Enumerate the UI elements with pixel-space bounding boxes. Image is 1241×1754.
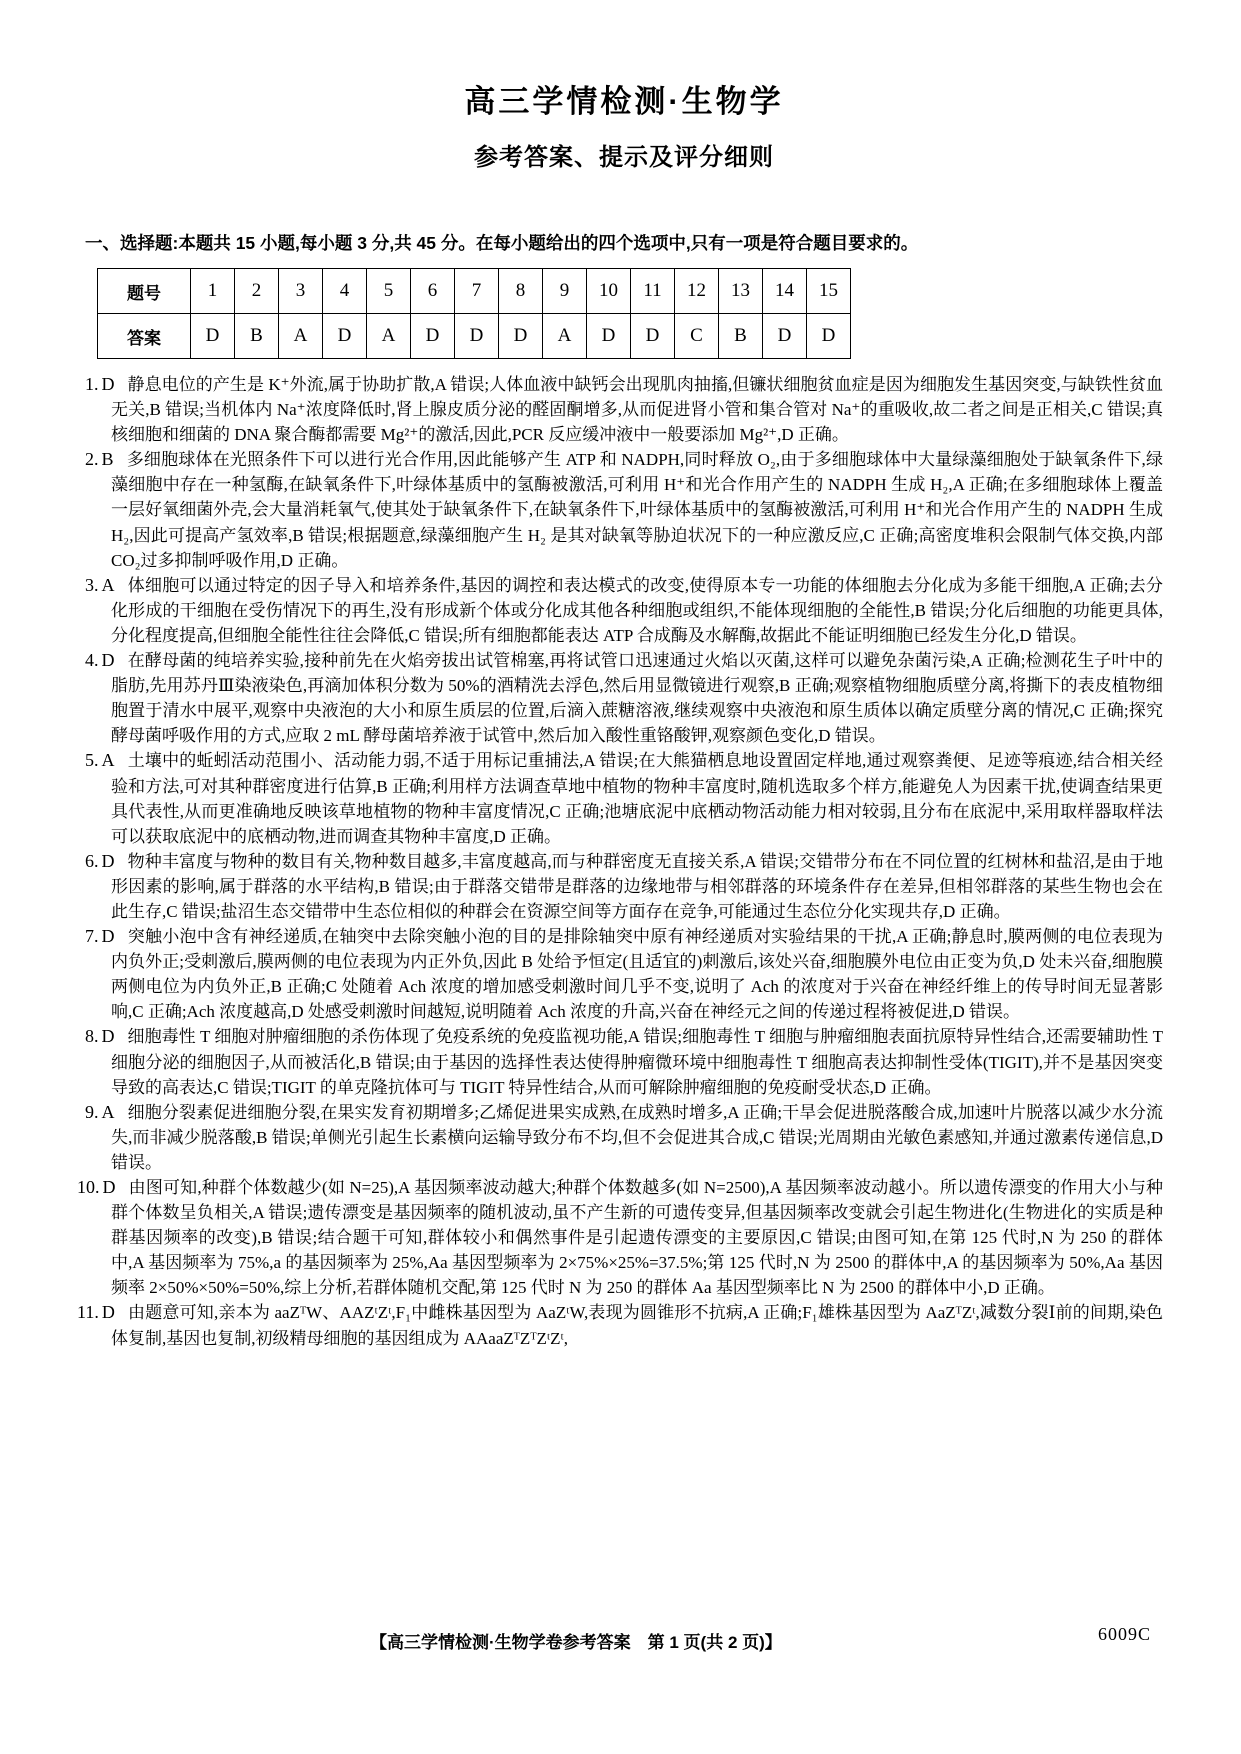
item-text: 由题意可知,亲本为 aaZᵀW、AAZᵗZᵗ,F₁中雌株基因型为 AaZᵗW,表现为圆锥形不抗病,A 正确;F₁雄株基因型为 AaZᵀZᵗ,减数分裂Ⅰ前的间期,染色体复制,基因也复制,初级精母细胞的基因组成为 AAaaZᵀZᵀZᵗZᵗ, xyxy=(111,1303,1163,1348)
item-answer: B xyxy=(101,449,114,470)
item-number: 2. xyxy=(85,449,99,470)
answer-cell: D xyxy=(323,314,367,359)
explanation-item xyxy=(85,648,1163,748)
answer-cell: D xyxy=(499,314,543,359)
explanation-item xyxy=(85,1024,1163,1099)
item-text: 多细胞球体在光照条件下可以进行光合作用,因此能够产生 ATP 和 NADPH,同时释放 O₂,由于多细胞球体中大量绿藻细胞处于缺氧条件下,绿藻细胞中存在一种氢酶,在缺氧条件下,叶绿体基质中的氢酶被激活,可利用 H⁺和光合作用产生的 NADPH 生成 H₂,A 正确;在多细胞球体上覆盖一层好氧细菌外壳,会大量消耗氧气,使其处于缺氧条件下,在缺氧条件下,叶绿体基质中的氢酶被激活,可利用 H⁺和光合作用产生的 NADPH 生成 H₂,因此可提高产氢效率,B 错误;根据题意,绿藻细胞产生 H₂ 是其对缺氧等胁迫状况下的一种应激反应,C 正确;高密度堆积会限制气体交换,内部 CO₂过多抑制呼吸作用,D 正确。 xyxy=(111,450,1163,570)
answer-table-number-row xyxy=(98,269,851,314)
item-answer: D xyxy=(101,850,115,871)
item-answer: D xyxy=(101,1302,115,1323)
question-number-cell: 13 xyxy=(719,269,763,314)
question-number-cell: 11 xyxy=(631,269,675,314)
question-number-cell: 14 xyxy=(763,269,807,314)
item-number: 4. xyxy=(85,650,99,671)
question-number-cell: 15 xyxy=(807,269,851,314)
item-number: 1. xyxy=(85,374,99,394)
answer-cell: B xyxy=(719,314,763,359)
item-answer: D xyxy=(101,1026,115,1047)
question-number-cell: 6 xyxy=(411,269,455,314)
answer-cell: D xyxy=(191,314,235,359)
question-number-cell: 3 xyxy=(279,269,323,314)
item-answer: D xyxy=(102,1177,116,1197)
explanation-item xyxy=(77,1300,1163,1350)
answer-cell: D xyxy=(455,314,499,359)
answer-cell: A xyxy=(367,314,411,359)
explanation-item xyxy=(85,372,1163,447)
question-number-cell: 4 xyxy=(323,269,367,314)
item-number: 8. xyxy=(85,1026,99,1047)
question-number-cell: 12 xyxy=(675,269,719,314)
question-number-cell: 8 xyxy=(499,269,543,314)
question-number-cell: 9 xyxy=(543,269,587,314)
item-number: 10. xyxy=(77,1177,100,1197)
question-number-cell: 2 xyxy=(235,269,279,314)
answer-cell: C xyxy=(675,314,719,359)
answer-cell: D xyxy=(763,314,807,359)
item-number: 6. xyxy=(85,850,99,871)
item-number: 3. xyxy=(85,574,99,595)
item-number: 9. xyxy=(85,1101,99,1122)
item-text: 在酵母菌的纯培养实验,接种前先在火焰旁拔出试管棉塞,再将试管口迅速通过火焰以灭菌,这样可以避免杂菌污染,A 正确;检测花生子叶中的脂肪,先用苏丹Ⅲ染液染色,再滴加体积分数为 50%的酒精洗去浮色,然后用显微镜进行观察,B 正确;观察植物细胞质壁分离,将撕下的表皮植物细胞置于清水中展平,观察中央液泡的大小和原生质层的位置,后滴入蔗糖溶液,继续观察中央液泡和原生质体以确定质壁分离的情况,C 正确;探究酵母菌呼吸作用的方式,应取 2 mL 酵母菌培养液于试管中,然后加入酸性重铬酸钾,观察颜色变化,D 错误。 xyxy=(111,651,1163,746)
item-answer: D xyxy=(101,926,115,947)
answer-cell: A xyxy=(543,314,587,359)
answer-cell: D xyxy=(587,314,631,359)
item-text: 物种丰富度与物种的数目有关,物种数目越多,丰富度越高,而与种群密度无直接关系,A 错误;交错带分布在不同位置的红树林和盐沼,是由于地形因素的影响,属于群落的水平结构,B 错误;由于群落交错带是群落的边缘地带与相邻群落的环境条件存在差异,但相邻群落的某些生物也会在此生存,C 错误;盐沼生态交错带中生态位相似的种群会在资源空间等方面存在竞争,可能通过生态位分化实现共存,D 正确。 xyxy=(111,851,1163,921)
question-number-cell: 7 xyxy=(455,269,499,314)
explanation-list xyxy=(77,372,1163,1351)
explanation-item xyxy=(85,573,1163,648)
item-text: 体细胞可以通过特定的因子导入和培养条件,基因的调控和表达模式的改变,使得原本专一功能的体细胞去分化成为多能干细胞,A 正确;去分化形成的干细胞在受伤情况下的再生,没有形成新个体或分化成其他各种细胞或组织,不能体现细胞的全能性,B 错误;分化后细胞的功能更具体,分化程度提高,但细胞全能性往往会降低,C 错误;所有细胞都能表达 ATP 合成酶及水解酶,故据此不能证明细胞已经发生分化,D 错误。 xyxy=(111,575,1163,645)
item-answer: A xyxy=(101,750,115,771)
section-heading: 一、选择题:本题共 15 小题,每小题 3 分,共 45 分。在每小题给出的四个选项中,只有一项是符合题目要求的。 xyxy=(85,233,919,253)
item-answer: D xyxy=(101,650,115,671)
page-title: 高三学情检测·生物学 xyxy=(464,84,784,119)
explanation-item xyxy=(77,1175,1163,1300)
item-text: 由图可知,种群个体数越少(如 N=25),A 基因频率波动越大;种群个体数越多(如 N=2500),A 基因频率波动越小。所以遗传漂变的作用大小与种群个体数呈负相关,A 错误;遗传漂变是基因频率的随机波动,虽不产生新的可遗传变异,但基因频率改变就会引起生物进化(生物进化的实质是种群基因频率的改变),B 错误;结合题干可知,群体较小和偶然事件是引起遗传漂变的主要原因,C 错误;由图可知,在第 125 代时,N 为 250 的群体中,A 基因频率为 75%,a 的基因频率为 25%,Aa 基因型频率为 2×75%×25%=37.5%;第 125 代时,N 为 2500 的群体中,A 的基因频率为 50%,Aa 基因频率 2×50%×50%=50%,综上分析,若群体随机交配,第 125 代时 N 为 250 的群体 Aa 基因型频率比 N 为 2500 的群体中小,D 正确。 xyxy=(111,1178,1163,1298)
question-number-cell: 10 xyxy=(587,269,631,314)
question-number-header: 题号 xyxy=(98,269,191,314)
item-answer: D xyxy=(101,374,115,394)
page-code: 6009C xyxy=(1097,1624,1151,1644)
explanation-item xyxy=(85,748,1163,848)
item-answer: A xyxy=(101,1101,115,1122)
explanation-item xyxy=(85,924,1163,1024)
item-text: 土壤中的蚯蚓活动范围小、活动能力弱,不适于用标记重捕法,A 错误;在大熊猫栖息地设置固定样地,通过观察粪便、足迹等痕迹,结合相关经验和方法,可对其种群密度进行估算,B 正确;利用样方法调查草地中植物的物种丰富度时,随机选取多个样方,能避免人为因素干扰,使调查结果更具代表性,从而更准确地反映该草地植物的物种丰富度情况,C 正确;池塘底泥中底栖动物活动能力相对较弱,且分布在底泥中,采用取样器取样法可以获取底泥中的底栖动物,进而调查其物种丰富度,D 正确。 xyxy=(111,751,1163,846)
item-number: 7. xyxy=(85,926,99,947)
item-number: 11. xyxy=(77,1302,99,1323)
answer-cell: A xyxy=(279,314,323,359)
answer-header: 答案 xyxy=(98,314,191,359)
explanation-item xyxy=(85,849,1163,924)
footer-label: 【高三学情检测·生物学卷参考答案 第 1 页(共 2 页)】 xyxy=(370,1633,782,1652)
item-answer: A xyxy=(101,574,115,595)
question-number-cell: 1 xyxy=(191,269,235,314)
page-subtitle: 参考答案、提示及评分细则 xyxy=(474,144,774,171)
answer-cell: D xyxy=(411,314,455,359)
item-text: 突触小泡中含有神经递质,在轴突中去除突触小泡的目的是排除轴突中原有神经递质对实验结果的干扰,A 正确;静息时,膜两侧的电位表现为内负外正;受刺激后,膜两侧的电位表现为内正外负,因此 B 处给予恒定(且适宜的)刺激后,该处兴奋,细胞膜外电位由正变为负,D 处未兴奋,细胞膜两侧电位为内负外正,B 正确;C 处随着 Ach 浓度的增加感受刺激时间几乎不变,说明了 Ach 的浓度对于兴奋在神经纤维上的传导时间无显著影响,C 正确;Ach 浓度越高,D 处感受刺激时间越短,说明随着 Ach 浓度的升高,兴奋在神经元之间的传递过程将被促进,D 错误。 xyxy=(111,927,1163,1022)
item-text: 静息电位的产生是 K⁺外流,属于协助扩散,A 错误;人体血液中缺钙会出现肌肉抽搐,但镰状细胞贫血症是因为细胞发生基因突变,与缺铁性贫血无关,B 错误;当机体内 Na⁺浓度降低时,肾上腺皮质分泌的醛固酮增多,从而促进肾小管和集合管对 Na⁺的重吸收,故二者之间是正相关,C 错误;真核细胞和细菌的 DNA 聚合酶都需要 Mg²⁺的激活,因此,PCR 反应缓冲液中一般要添加 Mg²⁺,D 正确。 xyxy=(111,375,1163,445)
answer-cell: D xyxy=(807,314,851,359)
answer-cell: D xyxy=(631,314,675,359)
item-text: 细胞分裂素促进细胞分裂,在果实发育初期增多;乙烯促进果实成熟,在成熟时增多,A 正确;干旱会促进脱落酸合成,加速叶片脱落以减少水分流失,而非减少脱落酸,B 错误;单侧光引起生长素横向运输导致分布不均,但不会促进其合成,C 错误;光周期由光敏色素感知,并通过激素传递信息,D 错误。 xyxy=(111,1102,1163,1172)
item-number: 5. xyxy=(85,750,99,771)
question-number-cell: 5 xyxy=(367,269,411,314)
answer-cell: B xyxy=(235,314,279,359)
answer-table xyxy=(97,268,851,359)
item-text: 细胞毒性 T 细胞对肿瘤细胞的杀伤体现了免疫系统的免疫监视功能,A 错误;细胞毒性 T 细胞与肿瘤细胞表面抗原特异性结合,还需要辅助性 T 细胞分泌的细胞因子,从而被活化,B 错误;由于基因的选择性表达使得肿瘤微环境中细胞毒性 T 细胞高表达抑制性受体(TIGIT),并不是基因突变导致的高表达,C 错误;TIGIT 的单克隆抗体可与 TIGIT 特异性结合,从而可解除肿瘤细胞的免疫耐受状态,D 正确。 xyxy=(111,1027,1163,1097)
answer-table-answer-row xyxy=(98,314,851,359)
explanation-item xyxy=(85,1100,1163,1175)
explanation-item xyxy=(85,447,1163,572)
